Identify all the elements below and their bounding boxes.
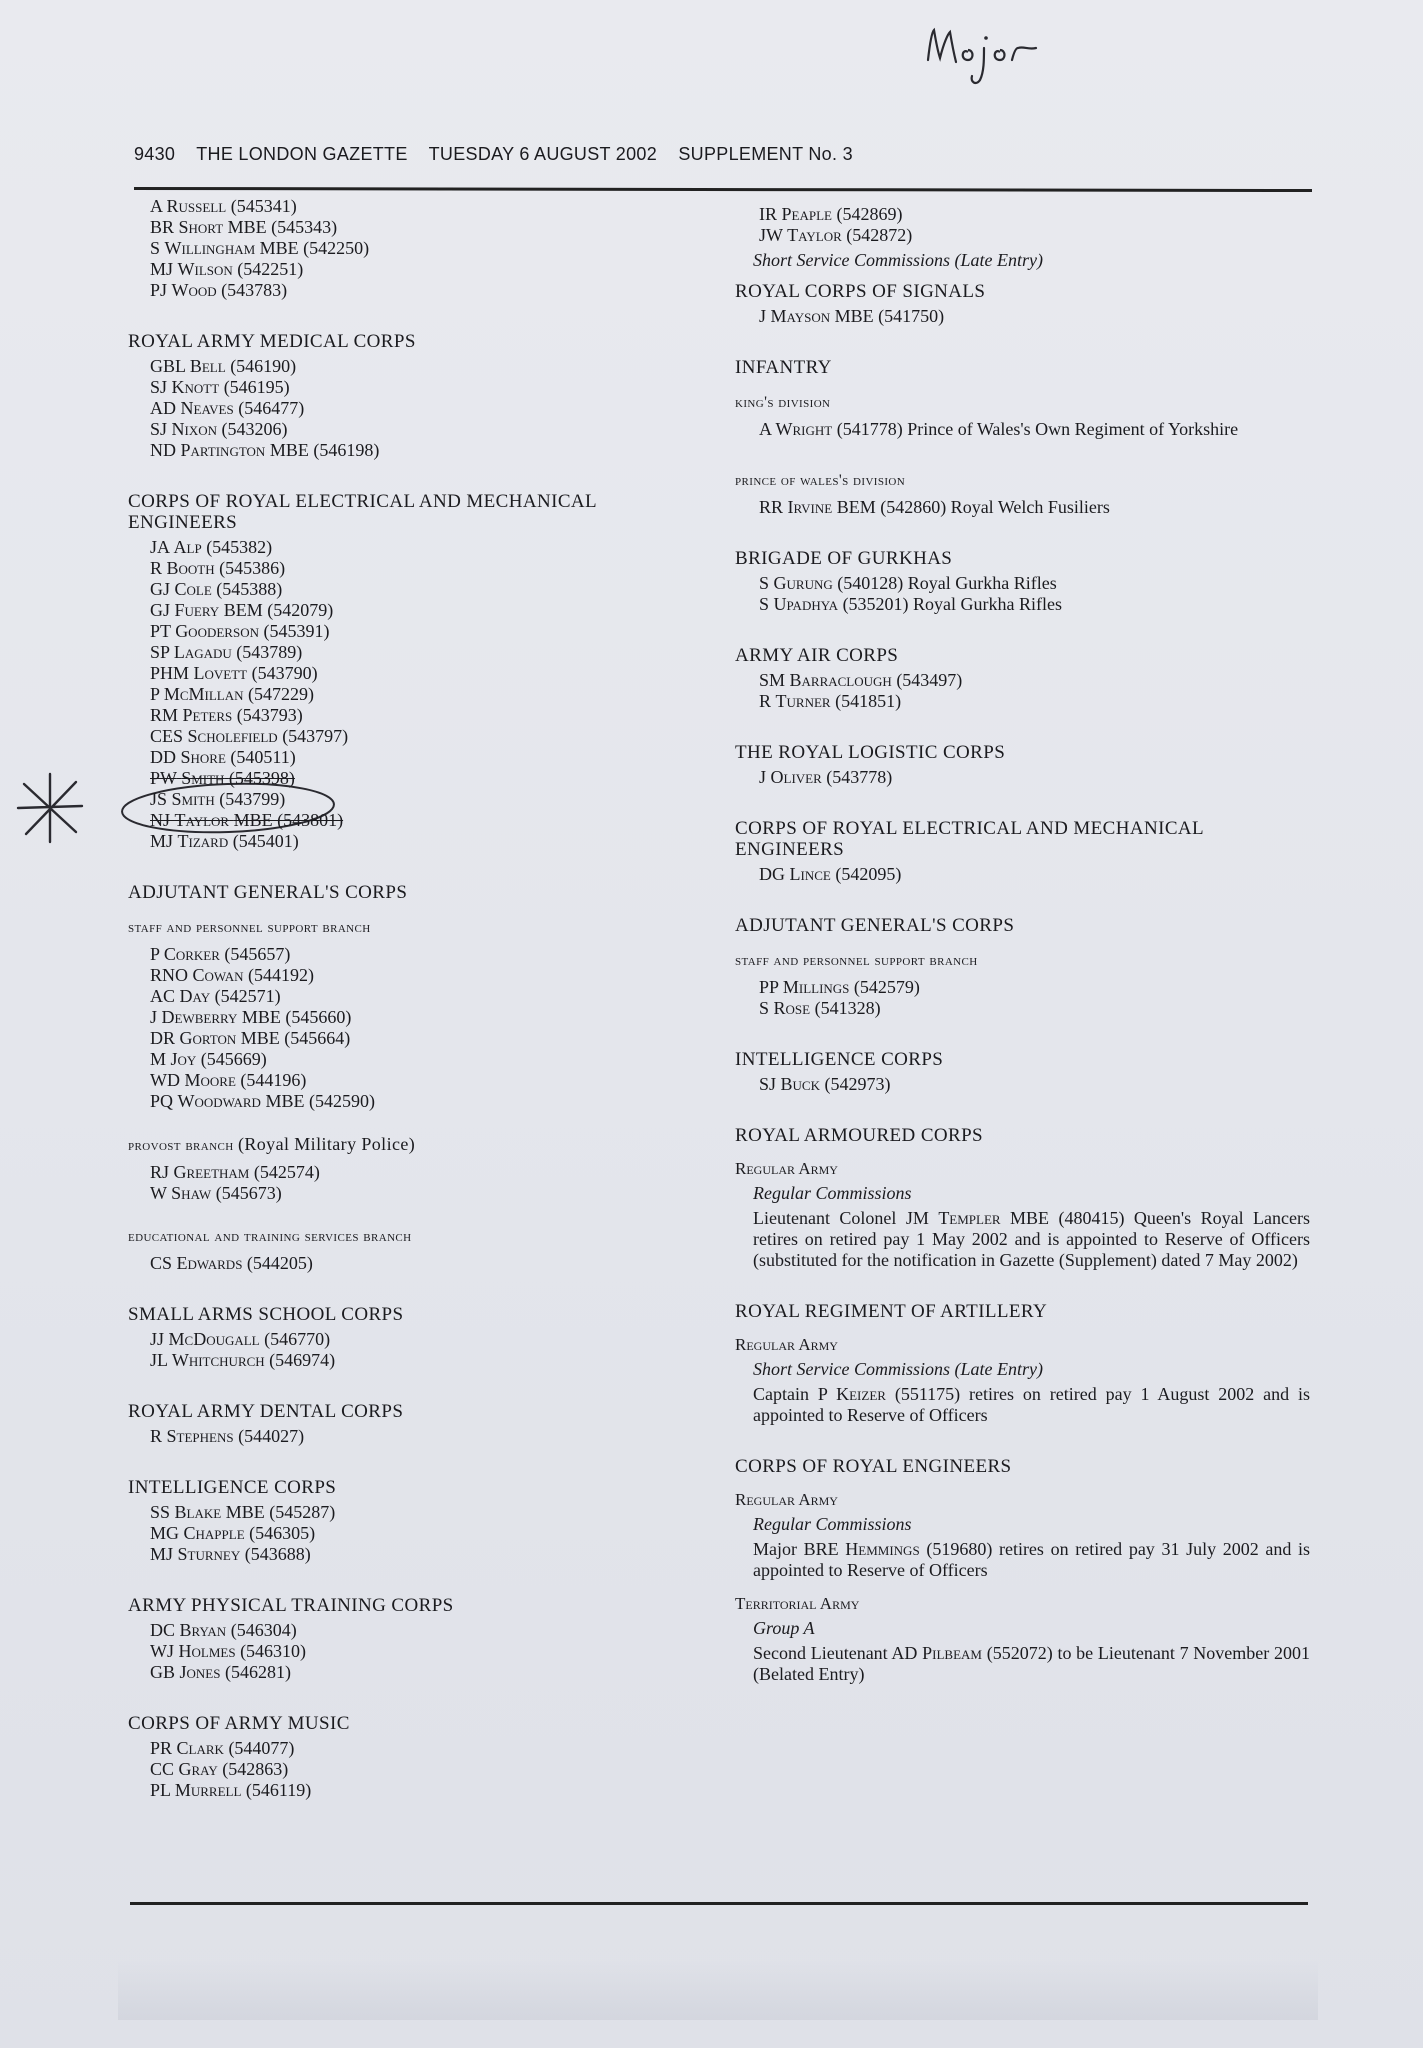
list-item: GB Jones (546281)	[150, 1662, 291, 1682]
subheading-pow-division: prince of wales's division	[735, 472, 906, 489]
right-column	[735, 204, 1310, 1685]
list-item: MJ Sturney (543688)	[150, 1544, 311, 1564]
list-item: PT Gooderson (545391)	[150, 621, 330, 641]
list-item: RR Irvine BEM (542860) Royal Welch Fusiliers	[759, 497, 1110, 517]
list-item: J Mayson MBE (541750)	[759, 306, 945, 326]
commission-type: Regular Commissions	[753, 1514, 912, 1534]
list-item: SS Blake MBE (545287)	[150, 1502, 336, 1522]
top-name-list	[128, 196, 688, 301]
list-item: JW Taylor (542872)	[759, 225, 913, 245]
notice-paragraph: Lieutenant Colonel JM Templer MBE (480415) Queen's Royal Lancers retires on retired pay 1 May 2002 and is appointed to Reserve of Officers (substituted for the notification in Gazette (Supplement) dated 7 May 2002)	[753, 1208, 1310, 1270]
list-item: BR Short MBE (545343)	[150, 217, 338, 237]
list-item: SM Barraclough (543497)	[759, 670, 963, 690]
subheading-etsb: educational and training services branch	[128, 1228, 412, 1245]
list-item: SJ Knott (546195)	[150, 377, 290, 397]
list-item-struck: NJ Taylor MBE (543801)	[150, 810, 344, 830]
list-item: A Russell (545341)	[150, 196, 297, 216]
commission-type: Regular Commissions	[753, 1183, 912, 1203]
section-heading-sasc: SMALL ARMS SCHOOL CORPS	[128, 1304, 404, 1325]
section-heading-agc-right: ADJUTANT GENERAL'S CORPS	[735, 915, 1015, 936]
list-item: PQ Woodward MBE (542590)	[150, 1091, 375, 1111]
page-shadow	[118, 1960, 1318, 2020]
list-item: GBL Bell (546190)	[150, 356, 297, 376]
issue-date: TUESDAY 6 AUGUST 2002	[428, 144, 658, 164]
section-heading-rac: ROYAL ARMOURED CORPS	[735, 1125, 984, 1146]
list-item: WD Moore (544196)	[150, 1070, 307, 1090]
list-item: IR Peaple (542869)	[759, 204, 903, 224]
section-heading-infantry: INFANTRY	[735, 357, 832, 378]
list-item: PL Murrell (546119)	[150, 1780, 312, 1800]
list-item: R Stephens (544027)	[150, 1426, 305, 1446]
list-item: S Upadhya (535201) Royal Gurkha Rifles	[759, 594, 1063, 614]
header-rule	[134, 187, 1312, 192]
asterisk-mark	[12, 770, 88, 846]
section-heading-ra: ROYAL REGIMENT OF ARTILLERY	[735, 1301, 1048, 1322]
group-label: Group A	[753, 1618, 815, 1638]
list-item: RNO Cowan (544192)	[150, 965, 315, 985]
section-heading-aptc: ARMY PHYSICAL TRAINING CORPS	[128, 1595, 454, 1616]
list-item: PHM Lovett (543790)	[150, 663, 318, 683]
list-item: PP Millings (542579)	[759, 977, 920, 997]
subheading-spsb-right: staff and personnel support branch	[735, 952, 978, 969]
section-heading-reme: CORPS OF ROYAL ELECTRICAL AND MECHANICAL ENGINEERS	[128, 491, 597, 533]
left-column	[128, 196, 688, 1801]
supplement-label: SUPPLEMENT No. 3	[678, 144, 853, 164]
list-item: JL Whitchurch (546974)	[150, 1350, 336, 1370]
list-item: MJ Tizard (545401)	[150, 831, 299, 851]
list-item: DD Shore (540511)	[150, 747, 296, 767]
subheading-regular-army: Regular Army	[735, 1335, 838, 1354]
list-item: SJ Nixon (543206)	[150, 419, 288, 439]
list-item: J Oliver (543778)	[759, 767, 893, 787]
publication-title: THE LONDON GAZETTE	[196, 144, 408, 164]
section-heading-rlc: THE ROYAL LOGISTIC CORPS	[735, 742, 1006, 763]
list-item: DG Lince (542095)	[759, 864, 902, 884]
list-item: AD Neaves (546477)	[150, 398, 305, 418]
section-heading-reme-right: CORPS OF ROYAL ELECTRICAL AND MECHANICAL ENGINEERS	[735, 818, 1204, 860]
list-item: AC Day (542571)	[150, 986, 281, 1006]
section-heading-re: CORPS OF ROYAL ENGINEERS	[735, 1456, 1012, 1477]
list-item: MJ Wilson (542251)	[150, 259, 304, 279]
list-item: S Willingham MBE (542250)	[150, 238, 370, 258]
list-item: SP Lagadu (543789)	[150, 642, 303, 662]
list-item: RM Peters (543793)	[150, 705, 303, 725]
list-item: CC Gray (542863)	[150, 1759, 289, 1779]
footer-rule	[130, 1902, 1308, 1905]
list-item-struck: PW Smith (545398)	[150, 768, 295, 788]
commission-type: Short Service Commissions (Late Entry)	[753, 1359, 1043, 1379]
section-heading-aac: ARMY AIR CORPS	[735, 645, 899, 666]
commission-type: Short Service Commissions (Late Entry)	[753, 250, 1043, 270]
list-item: A Wright (541778) Prince of Wales's Own Regiment of Yorkshire	[759, 419, 1239, 439]
list-item: P Corker (545657)	[150, 944, 291, 964]
section-heading-int: INTELLIGENCE CORPS	[128, 1477, 337, 1498]
list-item: J Dewberry MBE (545660)	[150, 1007, 352, 1027]
section-heading-music: CORPS OF ARMY MUSIC	[128, 1713, 350, 1734]
list-item: S Gurung (540128) Royal Gurkha Rifles	[759, 573, 1057, 593]
subheading-regular-army: Regular Army	[735, 1490, 838, 1509]
section-heading-int-right: INTELLIGENCE CORPS	[735, 1049, 944, 1070]
list-item: GJ Fuery BEM (542079)	[150, 600, 334, 620]
subheading-spsb: staff and personnel support branch	[128, 919, 371, 936]
list-item: PJ Wood (543783)	[150, 280, 288, 300]
section-heading-signals: ROYAL CORPS OF SIGNALS	[735, 281, 986, 302]
section-heading-ramc: ROYAL ARMY MEDICAL CORPS	[128, 331, 416, 352]
list-item: GJ Cole (545388)	[150, 579, 283, 599]
list-item: MG Chapple (546305)	[150, 1523, 316, 1543]
list-item: M Joy (545669)	[150, 1049, 267, 1069]
section-heading-gurkhas: BRIGADE OF GURKHAS	[735, 548, 953, 569]
list-item: R Booth (545386)	[150, 558, 286, 578]
list-item: S Rose (541328)	[759, 998, 881, 1018]
subheading-kings-division: king's division	[735, 394, 831, 411]
notice-paragraph: Second Lieutenant AD Pilbeam (552072) to be Lieutenant 7 November 2001 (Belated Entry)	[753, 1643, 1311, 1684]
list-item: CS Edwards (544205)	[150, 1253, 313, 1273]
subheading-territorial-army: Territorial Army	[735, 1594, 860, 1613]
section-heading-agc: ADJUTANT GENERAL'S CORPS	[128, 882, 408, 903]
list-item: CES Scholefield (543797)	[150, 726, 349, 746]
gazette-header	[134, 144, 1312, 165]
list-item: DR Gorton MBE (545664)	[150, 1028, 351, 1048]
list-item-circled: JS Smith (543799)	[150, 789, 286, 809]
subheading-regular-army: Regular Army	[735, 1159, 838, 1178]
list-item: JA Alp (545382)	[150, 537, 273, 557]
list-item: PR Clark (544077)	[150, 1738, 295, 1758]
list-item: DC Bryan (546304)	[150, 1620, 297, 1640]
list-item: W Shaw (545673)	[150, 1183, 282, 1203]
list-item: WJ Holmes (546310)	[150, 1641, 307, 1661]
notice-paragraph: Captain P Keizer (551175) retires on retired pay 1 August 2002 and is appointed to Reserve of Officers	[753, 1384, 1311, 1425]
section-heading-radc: ROYAL ARMY DENTAL CORPS	[128, 1401, 404, 1422]
list-item: ND Partington MBE (546198)	[150, 440, 380, 460]
list-item: RJ Greetham (542574)	[150, 1162, 320, 1182]
subheading-provost: provost branch (Royal Military Police)	[128, 1134, 416, 1154]
page-number: 9430	[134, 144, 176, 164]
list-item: P McMillan (547229)	[150, 684, 315, 704]
list-item: SJ Buck (542973)	[759, 1074, 891, 1094]
notice-paragraph: Major BRE Hemmings (519680) retires on retired pay 31 July 2002 and is appointed to Reserve of Officers	[753, 1539, 1311, 1580]
list-item: JJ McDougall (546770)	[150, 1329, 331, 1349]
list-item: R Turner (541851)	[759, 691, 902, 711]
handwritten-note-major	[920, 12, 1070, 92]
